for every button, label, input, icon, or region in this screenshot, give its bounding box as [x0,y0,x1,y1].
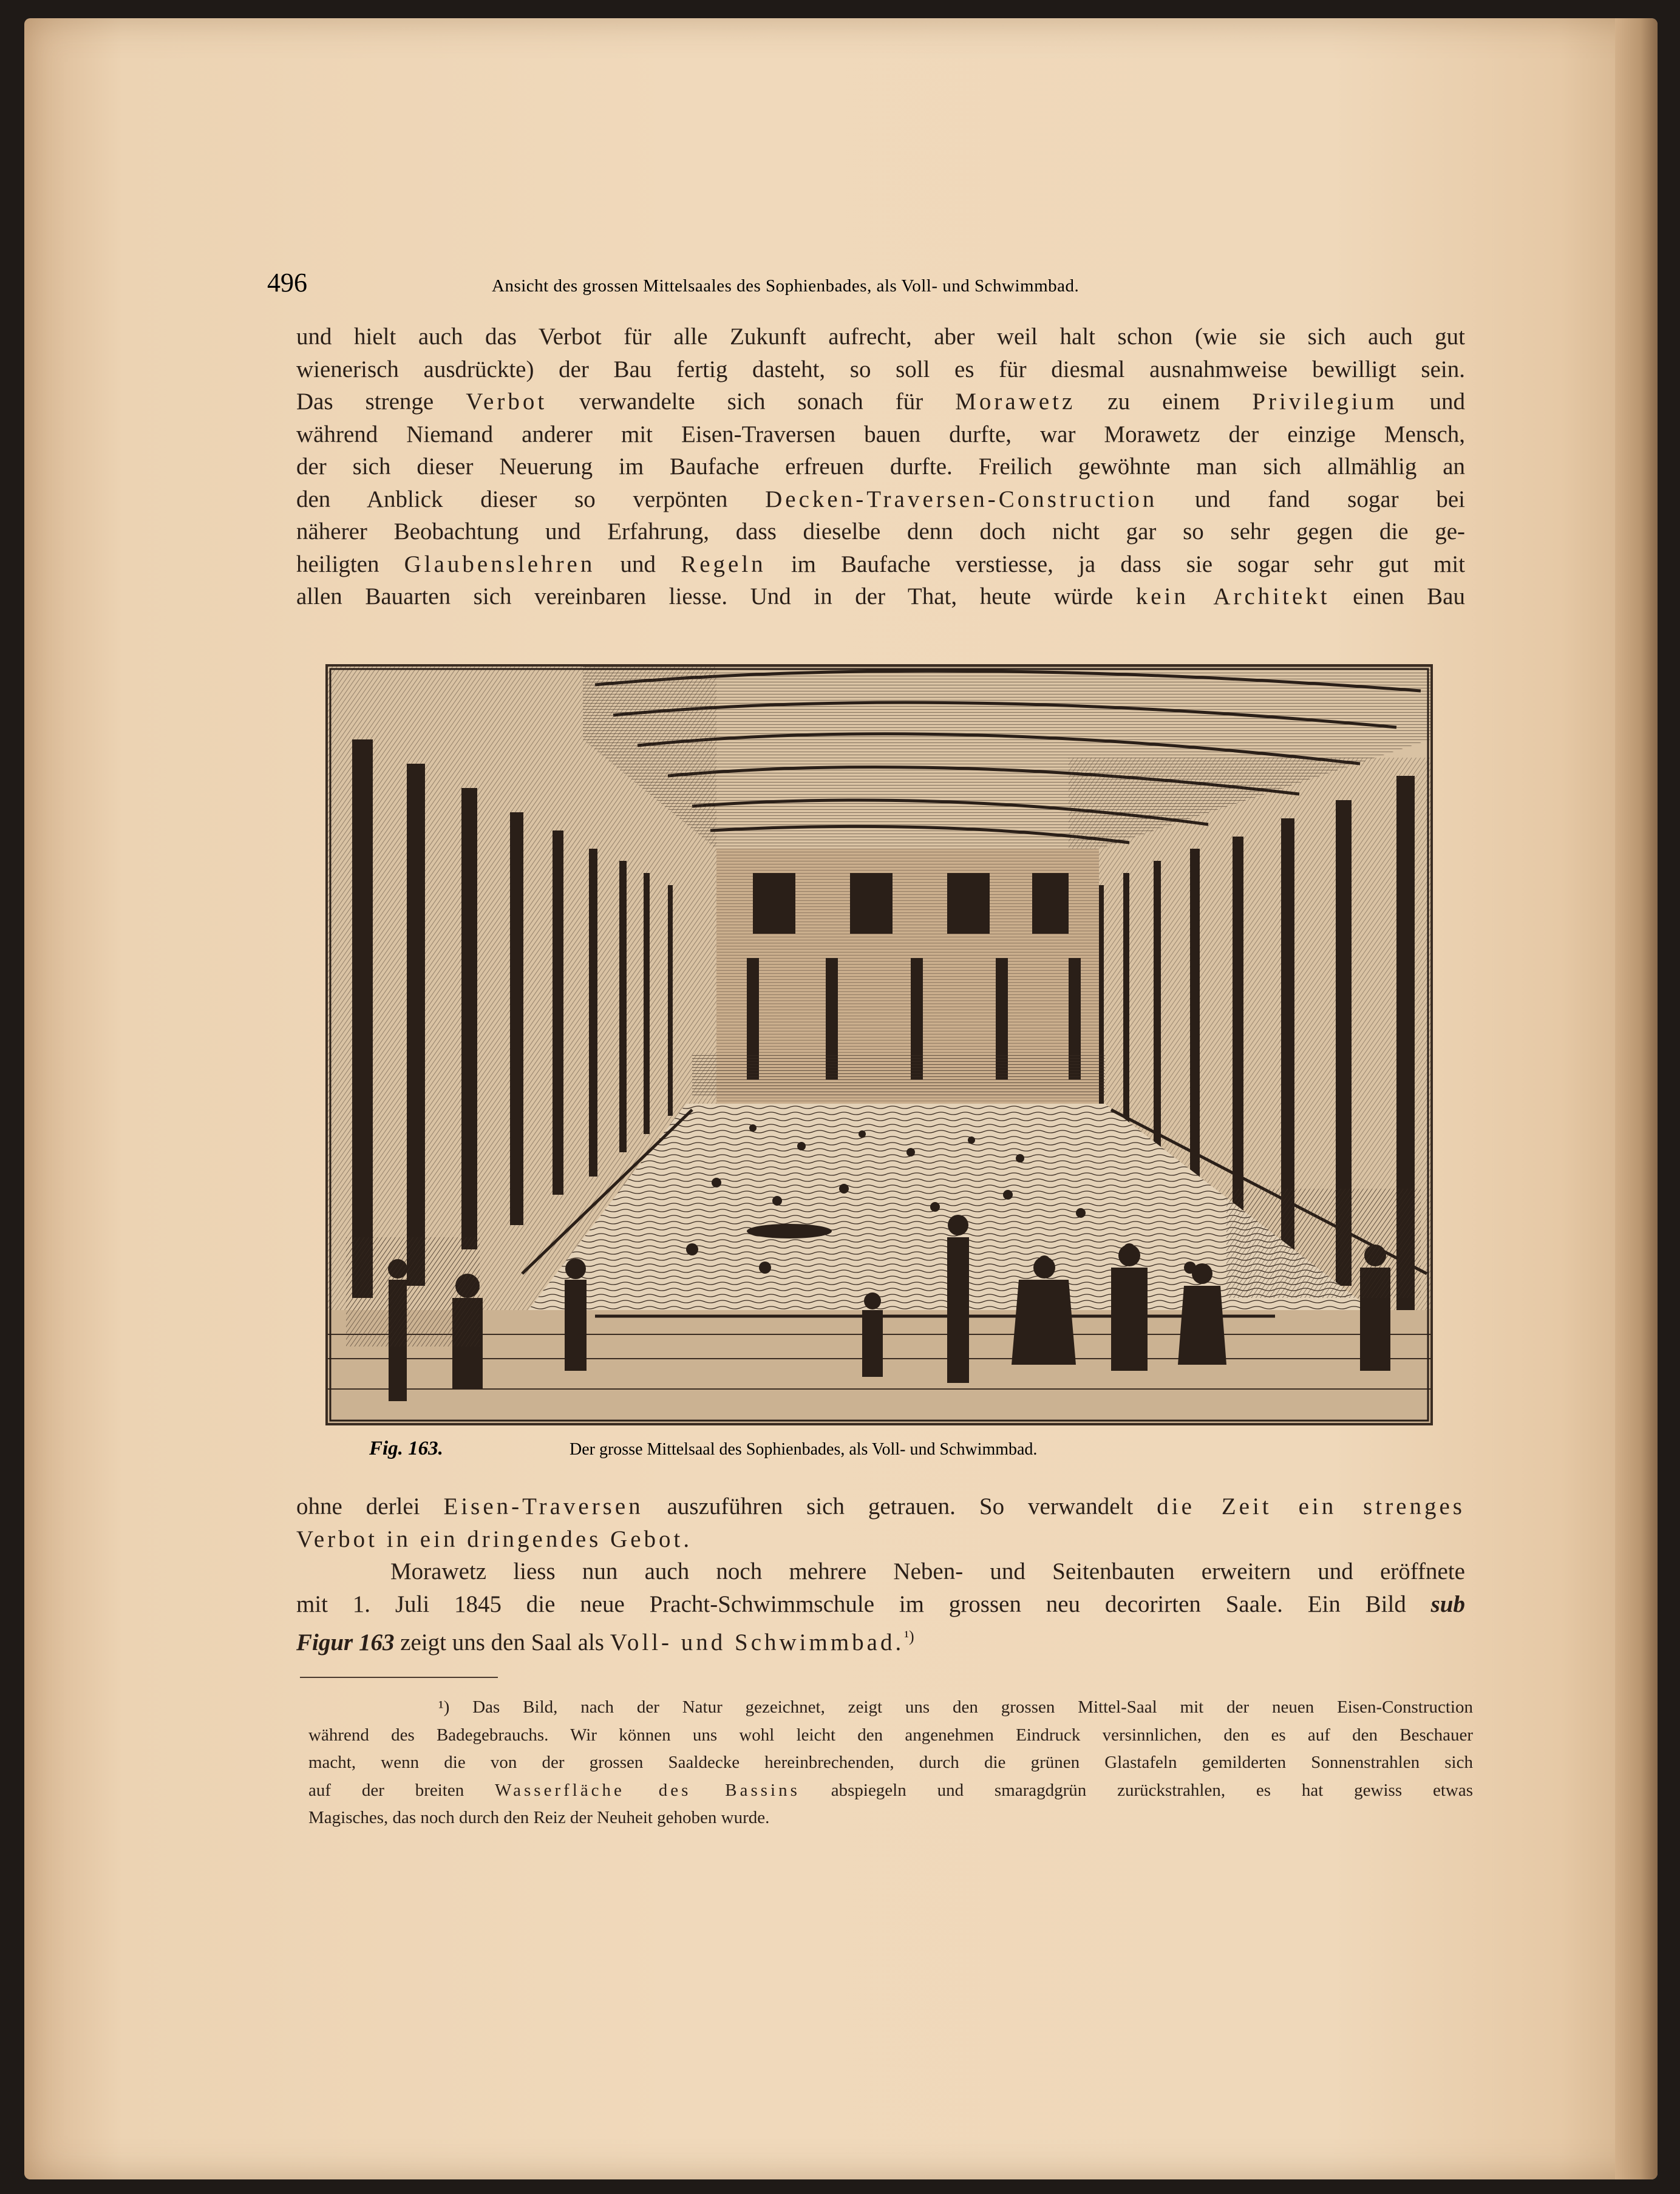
paragraph-2 [296,1490,1465,1555]
figure-caption-text: Der grosse Mittelsaal des Sophienbades, als Voll- und Schwimmbad. [570,1440,1038,1459]
spaced-emphasis: Wasserfläche des Bassins [495,1780,800,1800]
footnote-line: macht, wenn die von der grossen Saaldecke hereinbrechenden, durch die grünen Glastafeln gemilderten Sonnenstrahlen sich [308,1753,1473,1772]
text-line: wienerisch ausdrückte) der Bau fertig dasteht, so soll es für diesmal ausnahmweise bewilligt sein. [296,356,1465,382]
italic-emphasis: Figur 163 [296,1629,395,1656]
figure-caption [369,1438,1438,1468]
spaced-emphasis: die Zeit ein strenges [1157,1493,1465,1520]
footnote-line: während des Badegebrauchs. Wir können uns wohl leicht den angenehmen Eindruck versinnlichen, den es auf den Beschauer [308,1725,1473,1745]
spaced-emphasis: Morawetz [955,389,1076,415]
figure-label: Fig. 163. [369,1438,443,1459]
text-line: der sich dieser Neuerung im Baufache erfreuen durfte. Freilich gewöhnte man sich allmählig an [296,453,1465,480]
spaced-emphasis: kein Architekt [1135,583,1330,610]
text-line: Das strenge Verbot verwandelte sich sonach für Morawetz zu einem Privilegium und [296,389,1465,415]
spaced-emphasis: Eisen-Traversen [443,1493,644,1520]
footnote [308,1694,1473,1832]
paragraph-3 [296,1555,1465,1659]
footnote-rule [300,1677,498,1678]
spaced-emphasis: Decken-Traversen-Construction [765,486,1158,512]
footnote-line: ¹) Das Bild, nach der Natur gezeichnet, zeigt uns den grossen Mittel-Saal mit der neuen Eisen-Construction [438,1697,1473,1717]
spaced-emphasis: Verbot [466,389,548,415]
page-number: 496 [267,268,307,297]
text-line: näherer Beobachtung und Erfahrung, dass dieselbe denn doch nicht gar so sehr gegen die ge- [296,518,1465,545]
text-line: Figur 163 zeigt uns den Saal als Voll- und Schwimmbad.$^{^1)}$ [296,1628,914,1656]
text-line: Morawetz liess nun auch noch mehrere Neben- und Seitenbauten erweitern und eröffnete [390,1558,1465,1584]
text-line: während Niemand anderer mit Eisen-Traversen bauen durfte, war Morawetz der einzige Mensch, [296,421,1465,447]
spaced-emphasis: Privilegium [1252,389,1398,415]
running-head [267,267,1251,304]
text-line: und hielt auch das Verbot für alle Zukunft aufrecht, aber weil halt schon (wie sie sich auch gut [296,324,1465,350]
text-line: mit 1. Juli 1845 die neue Pracht-Schwimmschule im grossen neu decorirten Saale. Ein Bild sub [296,1591,1465,1617]
footnote-marker: ¹) [904,1628,914,1645]
paragraph-1 [296,321,1465,613]
text-line: Verbot in ein dringendes Gebot. [296,1526,693,1552]
spaced-emphasis: Regeln [681,551,766,577]
footnote-line: Magisches, das noch durch den Reiz der Neuheit gehoben wurde. [308,1808,770,1827]
text-line: den Anblick dieser so verpönten Decken-Traversen-Construction und fand sogar bei [296,486,1466,512]
page-edge [1615,18,1658,2179]
spaced-emphasis: Voll- und Schwimmbad. [610,1629,905,1656]
text-line: ohne derlei Eisen-Traversen auszuführen sich getrauen. So verwandelt die Zeit ein strenges [296,1493,1465,1520]
spaced-emphasis: Glaubenslehren [404,551,596,577]
engraving-illustration [325,664,1433,1425]
text-line: allen Bauarten sich vereinbaren liesse. Und in der That, heute würde kein Architekt einen Bau [296,583,1465,610]
italic-emphasis: sub [1430,1591,1465,1617]
running-title: Ansicht des grossen Mittelsaales des Sophienbades, als Voll- und Schwimmbad. [492,276,1080,296]
footnote-line: auf der breiten Wasserfläche des Bassins abspiegeln und smaragdgrün zurückstrahlen, es hat gewiss etwas [308,1780,1473,1800]
text-line: heiligten Glaubenslehren und Regeln im Baufache verstiesse, ja dass sie sogar sehr gut mit [296,551,1465,577]
